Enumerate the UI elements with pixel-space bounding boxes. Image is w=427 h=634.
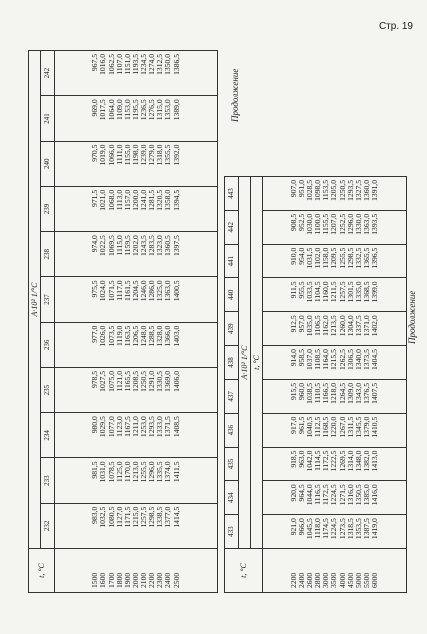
column-header: 437 [225, 379, 239, 413]
data-cell: 980,0 1029,5 1077,0 1123,0 1167,5 1211,0 1253,0 1293,5 1333,0 1371,5 1408,5 [55, 413, 218, 458]
column-header: 443 [225, 177, 239, 211]
column-header: 241 [41, 96, 55, 141]
column-header: 439 [225, 312, 239, 346]
column-header: 435 [225, 447, 239, 481]
column-header: 235 [41, 367, 55, 412]
temperature-column: 1500 1600 1700 1800 1900 2000 2100 2200 2300 2400 2500 [55, 549, 218, 593]
column-header: 442 [225, 210, 239, 244]
column-header: 239 [41, 186, 55, 231]
temp-header: t, °C [225, 549, 263, 593]
column-header: 233 [41, 458, 55, 503]
data-cell: 912,5 957,0 1035,0 1106,5 1162,0 1213,5 1260,0 1304,0 1337,5 1371,0 1402,0 [263, 312, 407, 346]
data-cell: 917,0 961,5 1040,5 1112,5 1168,5 1220,0 1267,0 1311,5 1345,5 1379,0 1410,5 [263, 413, 407, 447]
data-cell: 970,5 1019,0 1066,0 1111,0 1155,0 1198,0 1239,0 1279,0 1318,0 1355,5 1392,0 [55, 141, 218, 186]
continuation-label-bottom: Продолжение [407, 290, 417, 344]
data-cell: 977,0 1026,0 1073,5 1119,0 1163,5 1206,5 1248,0 1288,5 1328,0 1366,0 1403,0 [55, 322, 218, 367]
data-cell: 918,5 963,0 1042,0 1114,5 1172,5 1222,5 1269,5 1314,0 1348,0 1382,0 1413,0 [263, 447, 407, 481]
band-header: A·10² 1/°C [239, 177, 251, 549]
data-cell: 971,5 1021,0 1068,0 1113,0 1157,0 1200,0 1241,0 1281,5 1320,5 1358,0 1394,5 [55, 186, 218, 231]
data-cell: 981,5 1031,0 1078,5 1125,0 1170,0 1213,0 1255,5 1296,0 1335,5 1374,0 1411,5 [55, 458, 218, 503]
data-cell: 921,0 966,0 1045,5 1118,0 1174,5 1224,5 1273,5 1318,5 1353,5 1387,5 1419,0 [263, 515, 407, 549]
data-cell: 914,0 958,5 1037,0 1108,5 1164,0 1215,5 1262,5 1306,5 1340,0 1373,5 1404,5 [263, 346, 407, 380]
table-bottom [224, 176, 407, 593]
data-cell: 910,0 954,0 1031,5 1102,0 1158,0 1209,5 1255,5 1298,5 1332,5 1365,5 1396,5 [263, 244, 407, 278]
continuation-label-top: Продолжение [230, 68, 240, 122]
column-header: 237 [41, 277, 55, 322]
page-number: Стр. 19 [378, 21, 413, 32]
column-header: 238 [41, 232, 55, 277]
column-header: 436 [225, 413, 239, 447]
column-header: 440 [225, 278, 239, 312]
data-cell: 911,5 955,5 1033,5 1104,5 1160,0 1211,5 1257,5 1301,5 1335,0 1368,5 1399,0 [263, 278, 407, 312]
data-cell: 978,5 1027,5 1075,0 1121,0 1165,5 1208,5 1250,5 1291,0 1330,5 1369,0 1406,0 [55, 367, 218, 412]
data-cell: 908,5 952,5 1030,0 1100,0 1155,5 1207,0 1252,5 1296,0 1330,0 1363,0 1393,5 [263, 210, 407, 244]
column-header: 240 [41, 141, 55, 186]
data-cell: 907,0 951,0 1028,5 1098,0 1153,5 1205,0 1250,5 1293,5 1327,5 1360,0 1391,0 [263, 177, 407, 211]
data-cell: 983,0 1032,5 1080,5 1127,0 1171,5 1215,0 1257,5 1298,5 1338,5 1377,0 1414,5 [55, 503, 218, 548]
data-cell: 915,5 960,0 1038,5 1110,5 1166,5 1218,0 1264,5 1309,0 1343,0 1376,5 1407,5 [263, 379, 407, 413]
column-header: 433 [225, 515, 239, 549]
column-header: 441 [225, 244, 239, 278]
table-top [28, 50, 218, 593]
column-header: 438 [225, 346, 239, 380]
data-cell: 974,0 1022,5 1069,5 1115,0 1159,5 1202,0 1243,5 1283,5 1323,0 1360,5 1397,5 [55, 232, 218, 277]
column-header: 242 [41, 51, 55, 96]
temperature-column: 2200 2400 2600 2800 3000 3500 4000 4500 5000 5500 6000 [263, 549, 407, 593]
data-cell: 969,0 1017,5 1064,0 1109,0 1153,0 1195,5 1236,5 1276,5 1315,0 1353,0 1389,0 [55, 96, 218, 141]
column-header: 232 [41, 503, 55, 548]
data-cell: 920,0 964,5 1044,0 1116,5 1172,5 1224,5 1271,5 1316,0 1350,5 1385,0 1416,0 [263, 481, 407, 515]
column-header: 236 [41, 322, 55, 367]
column-header: 234 [41, 413, 55, 458]
data-cell: 967,5 1016,0 1062,5 1107,0 1151,0 1193,5 1234,5 1274,0 1312,5 1350,0 1386,5 [55, 51, 218, 96]
band-subheader: t, °C [251, 177, 263, 549]
data-cell: 975,5 1024,0 1071,5 1117,0 1161,5 1204,5 1246,0 1286,0 1325,0 1363,0 1400,5 [55, 277, 218, 322]
temp-header: t, °C [29, 549, 55, 593]
band-header: A·10² 1/°C [29, 51, 41, 549]
column-header: 434 [225, 481, 239, 515]
